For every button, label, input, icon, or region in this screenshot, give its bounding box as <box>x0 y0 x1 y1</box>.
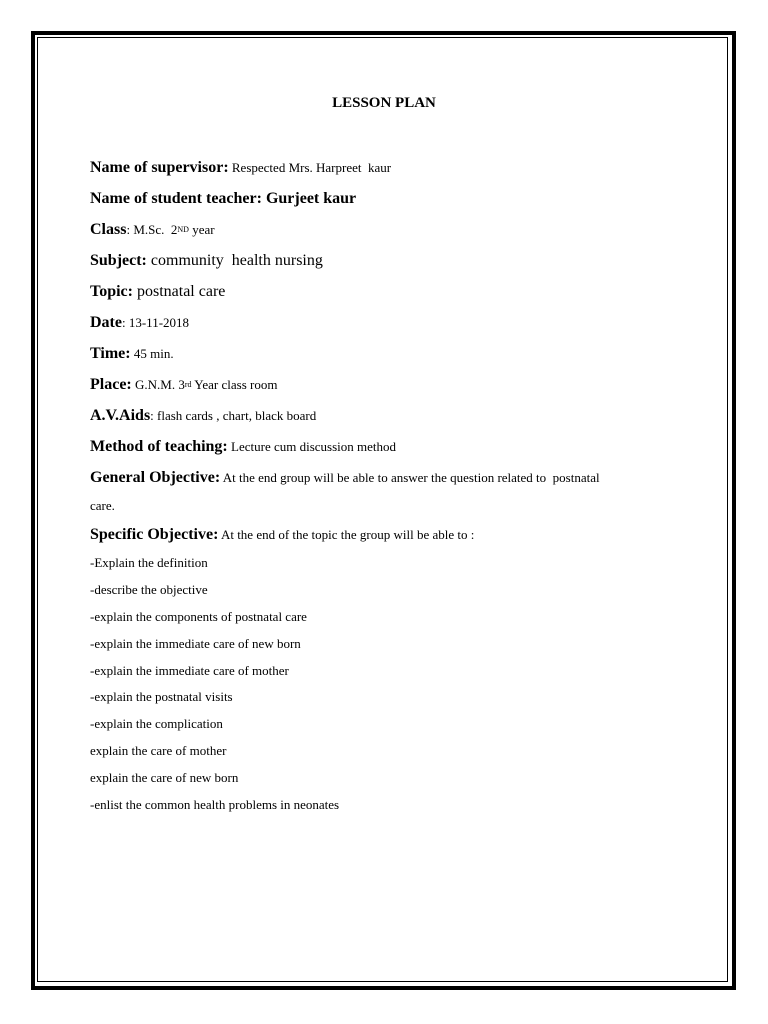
place-sup: rd <box>184 380 192 389</box>
class-label: Class <box>90 220 127 238</box>
class-value: : M.Sc. 2 <box>126 221 178 237</box>
time-label: Time: <box>90 344 131 362</box>
class-sup: ND <box>177 225 189 234</box>
general-objective-value: At the end group will be able to answer the question related to postnatal <box>220 469 600 485</box>
time-row <box>90 338 690 369</box>
objective-item: -explain the components of postnatal care <box>90 608 307 624</box>
objective-item: -enlist the common health problems in neonates <box>90 796 340 812</box>
supervisor-label: Name of supervisor <box>90 158 224 176</box>
date-value: : 13-11-2018 <box>121 314 190 330</box>
subject-label: Subject: <box>90 251 147 269</box>
topic-label: Topic: <box>90 282 133 300</box>
av-aids-label: A.V.Aids <box>90 406 151 424</box>
topic-row <box>90 276 690 307</box>
specific-objective-value: At the end of the topic the group will be able to : <box>218 526 475 542</box>
student-teacher-row <box>90 183 690 214</box>
student-teacher-label: Name of student teacher: <box>90 189 262 207</box>
place-row <box>90 369 690 400</box>
date-row <box>90 307 690 338</box>
general-objective-label: General Objective: <box>90 468 221 486</box>
time-value: 45 min. <box>130 345 174 361</box>
place-after: Year class room <box>191 376 278 392</box>
supervisor-sep: : <box>223 158 229 176</box>
objective-item: -explain the immediate care of mother <box>90 662 289 678</box>
subject-value: community health nursing <box>146 251 323 269</box>
method-row <box>90 431 690 462</box>
class-row <box>90 214 690 245</box>
page-title: LESSON PLAN <box>332 95 436 111</box>
objective-item: -explain the postnatal visits <box>90 689 233 705</box>
supervisor-value: Respected Mrs. Harpreet kaur <box>228 159 392 175</box>
method-value: Lecture cum discussion method <box>227 438 397 454</box>
place-label: Place: <box>90 375 132 393</box>
general-objective-continuation: care. <box>90 498 115 513</box>
date-label: Date <box>90 313 122 331</box>
topic-value: postnatal care <box>132 282 226 300</box>
specific-objective-label: Specific Objective: <box>90 525 219 543</box>
class-after: year <box>188 221 215 237</box>
subject-row <box>90 245 690 276</box>
general-objective-row <box>90 462 690 493</box>
objective-item: explain the care of new born <box>90 769 239 785</box>
av-aids-row <box>90 400 690 431</box>
av-aids-value: : flash cards , chart, black board <box>150 407 317 423</box>
objective-item: explain the care of mother <box>90 742 227 758</box>
supervisor-row <box>90 152 690 183</box>
lesson-plan-body <box>90 152 690 818</box>
method-label: Method of teaching: <box>90 437 228 455</box>
objectives-list <box>90 550 690 818</box>
specific-objective-row <box>90 519 690 550</box>
student-teacher-value: Gurjeet kaur <box>261 189 357 207</box>
objective-item: -describe the objective <box>90 582 208 598</box>
objective-item: -Explain the definition <box>90 555 208 571</box>
objective-item: -explain the complication <box>90 716 223 732</box>
objective-item: -explain the immediate care of new born <box>90 635 301 651</box>
place-value: G.N.M. 3 <box>131 376 185 392</box>
